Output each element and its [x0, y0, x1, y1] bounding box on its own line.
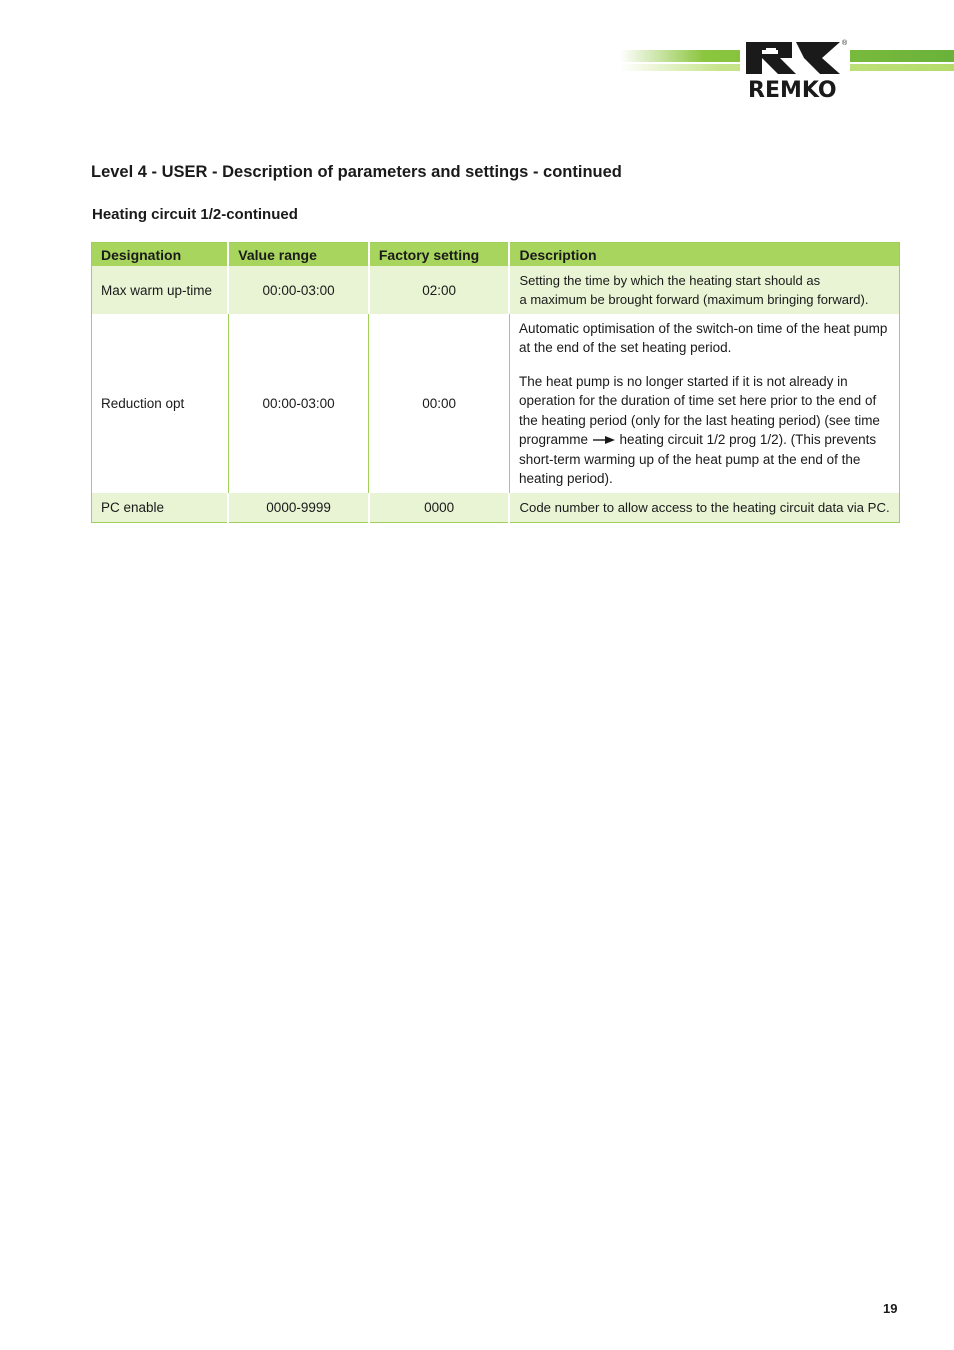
description-text: heating circuit 1/2 prog 1/2). (This prevents short-term warming up of the heat pump at the end of the heating period). — [518, 432, 877, 486]
parameters-table — [91, 242, 900, 523]
table-row — [92, 266, 900, 314]
cell-factory-setting: 00:00 — [369, 314, 510, 493]
cell-value-range: 00:00-03:00 — [228, 314, 369, 493]
cell-value-range: 00:00-03:00 — [228, 266, 369, 314]
section-title: Heating circuit 1/2-continued — [92, 206, 298, 223]
registered-mark: ® — [842, 40, 848, 47]
description-paragraph: Automatic optimisation of the switch-on time of the heat pump at the end of the set heating period. — [518, 320, 888, 355]
header-factory-setting: Factory setting — [369, 243, 510, 267]
page-title: Level 4 - USER - Description of parameters and settings - continued — [91, 163, 622, 181]
cell-value-range: 0000-9999 — [228, 493, 369, 522]
cell-designation: Reduction opt — [92, 314, 229, 493]
description-text: The heat pump is no longer started if it is not already in operation for the duration of time set here prior to the end of the heating period (only for the last heating period) (see time programme — [518, 373, 880, 447]
page-number: 19 — [883, 1301, 898, 1316]
header-description: Description — [509, 243, 899, 267]
cell-designation: Max warm up-time — [92, 266, 229, 314]
description-line: Setting the time by which the heating start should as — [519, 273, 821, 288]
cell-designation: PC enable — [92, 493, 229, 522]
cell-description — [509, 266, 899, 314]
cell-factory-setting: 02:00 — [369, 266, 510, 314]
cell-description — [509, 314, 899, 493]
table-header-row — [92, 243, 900, 267]
table-row — [92, 314, 900, 493]
arrow-right-icon — [592, 435, 616, 445]
table-row — [92, 493, 900, 522]
cell-description: Code number to allow access to the heating circuit data via PC. — [509, 493, 899, 522]
logo-wordmark: REMKO — [748, 78, 837, 103]
remko-logo — [740, 40, 850, 102]
cell-factory-setting: 0000 — [369, 493, 510, 522]
remko-logo-mark-icon — [740, 40, 844, 80]
header-value-range: Value range — [228, 243, 369, 267]
header-designation: Designation — [92, 243, 229, 267]
description-line: a maximum be brought forward (maximum bringing forward). — [519, 292, 869, 307]
description-paragraph — [519, 372, 890, 489]
